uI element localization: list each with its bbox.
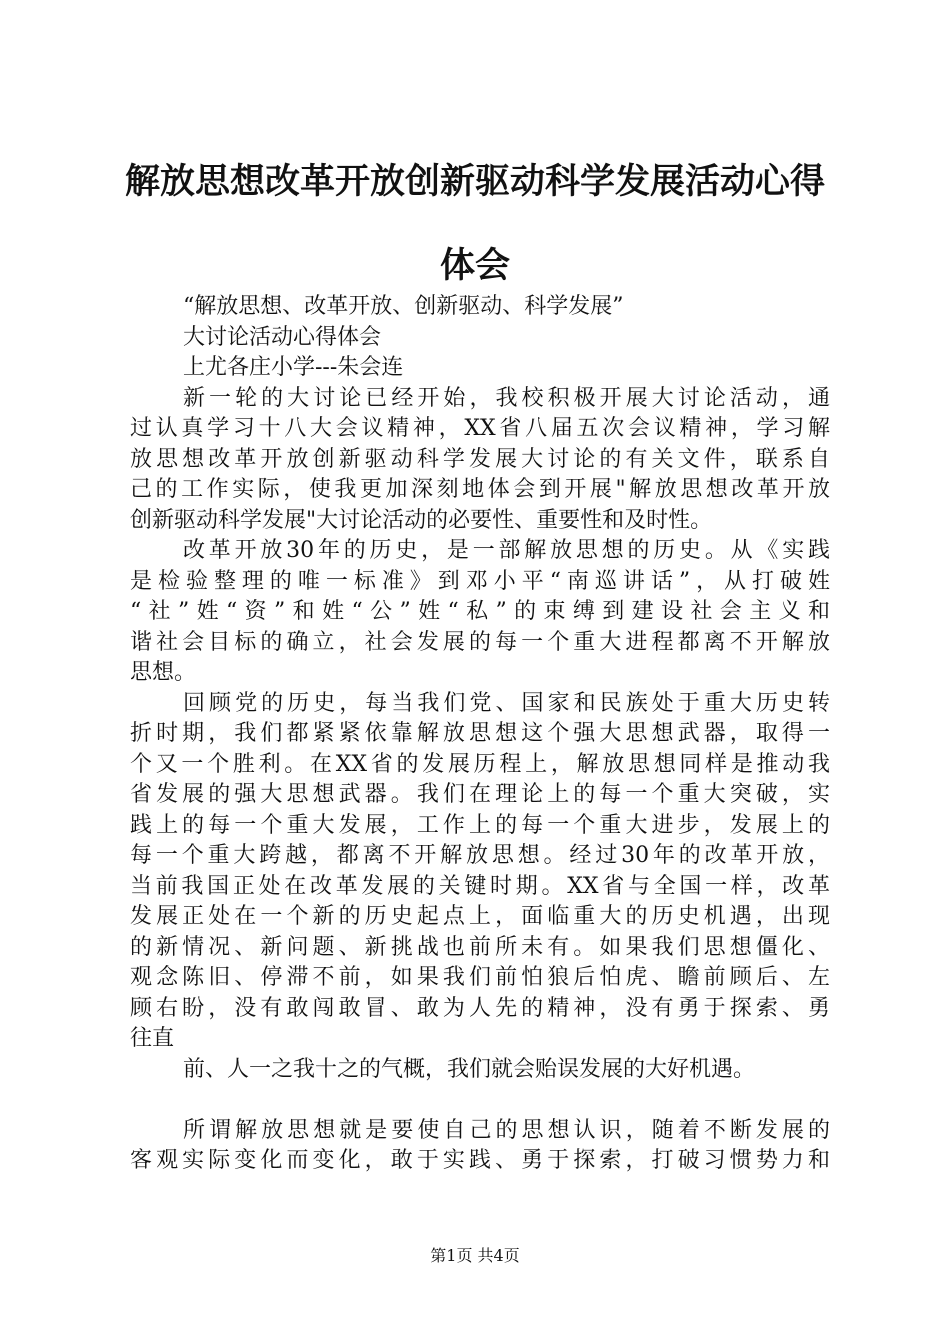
paragraph-line: 客观实际变化而变化，敢于实践、勇于探索，打破习惯势力和 [130, 1148, 830, 1173]
paragraph-line: 观念陈旧、停滞不前，如果我们前怕狼后怕虎、瞻前顾后、左 [130, 965, 830, 990]
paragraph-line: 践上的每一个重大发展，工作上的每一个重大进步，发展上的 [130, 812, 830, 838]
paragraph-line: “社”姓“资”和姓“公”姓“私”的束缚到建设社会主义和 [130, 599, 830, 624]
paragraph-spacer [130, 1085, 830, 1116]
paragraph-line: 所谓解放思想就是要使自己的思想认识，随着不断发展的 [183, 1117, 830, 1143]
paragraph-line: 放思想改革开放创新驱动科学发展大讨论的有关文件，联系自 [130, 446, 830, 472]
paragraph-line: 新一轮的大讨论已经开始，我校积极开展大讨论活动，通 [183, 385, 830, 411]
paragraph-line: 是检验整理的唯一标准》到邓小平“南巡讲话”，从打破姓 [130, 568, 830, 594]
paragraph-line: 思想。 [130, 660, 197, 685]
paragraph-line: 谐社会目标的确立，社会发展的每一个重大进程都离不开解放 [130, 629, 830, 655]
paragraph-line: 每一个重大跨越，都离不开解放思想。经过30年的改革开放， [130, 843, 830, 868]
document-body [130, 292, 830, 1177]
paragraph-line: 发展正处在一个新的历史起点上，面临重大的历史机遇，出现 [130, 904, 830, 929]
paragraph-line: 顾右盼，没有敢闯敢冒、敢为人先的精神，没有勇于探索、勇 [130, 995, 830, 1021]
paragraph-line: 折时期，我们都紧紧依靠解放思想这个强大思想武器，取得一 [130, 721, 830, 746]
paragraph-line: 的新情况、新问题、新挑战也前所未有。如果我们思想僵化、 [130, 934, 830, 960]
subtitle: “解放思想、改革开放、创新驱动、科学发展” [183, 294, 624, 319]
document-title-line2: 体会 [439, 245, 510, 286]
subtitle-2: 大讨论活动心得体会 [183, 324, 382, 350]
paragraph-line: 创新驱动科学发展"大讨论活动的必要性、重要性和及时性。 [130, 507, 713, 533]
author-line: 上尤各庄小学---朱会连 [183, 355, 404, 380]
paragraph-line: 省发展的强大思想武器。我们在理论上的每一个重大突破，实 [130, 782, 830, 807]
paragraph-line: 往直 [130, 1026, 175, 1051]
paragraph-line: 回顾党的历史，每当我们党、国家和民族处于重大历史转 [183, 690, 830, 716]
paragraph-line: 过认真学习十八大会议精神，XX省八届五次会议精神，学习解 [130, 416, 830, 441]
paragraph-line: 前、人一之我十之的气概，我们就会贻误发展的大好机遇。 [183, 1056, 756, 1082]
paragraph-line: 当前我国正处在改革发展的关键时期。XX省与全国一样，改革 [130, 873, 830, 899]
paragraph-line: 个又一个胜利。在XX省的发展历程上，解放思想同样是推动我 [130, 751, 830, 777]
paragraph-line: 改革开放30年的历史，是一部解放思想的历史。从《实践 [183, 538, 830, 563]
page-number-footer: 第1页 共4页 [430, 1246, 520, 1265]
paragraph-line: 己的工作实际，使我更加深刻地体会到开展"解放思想改革开放 [130, 477, 830, 502]
document-title-line1: 解放思想改革开放创新驱动科学发展活动心得 [124, 161, 825, 202]
